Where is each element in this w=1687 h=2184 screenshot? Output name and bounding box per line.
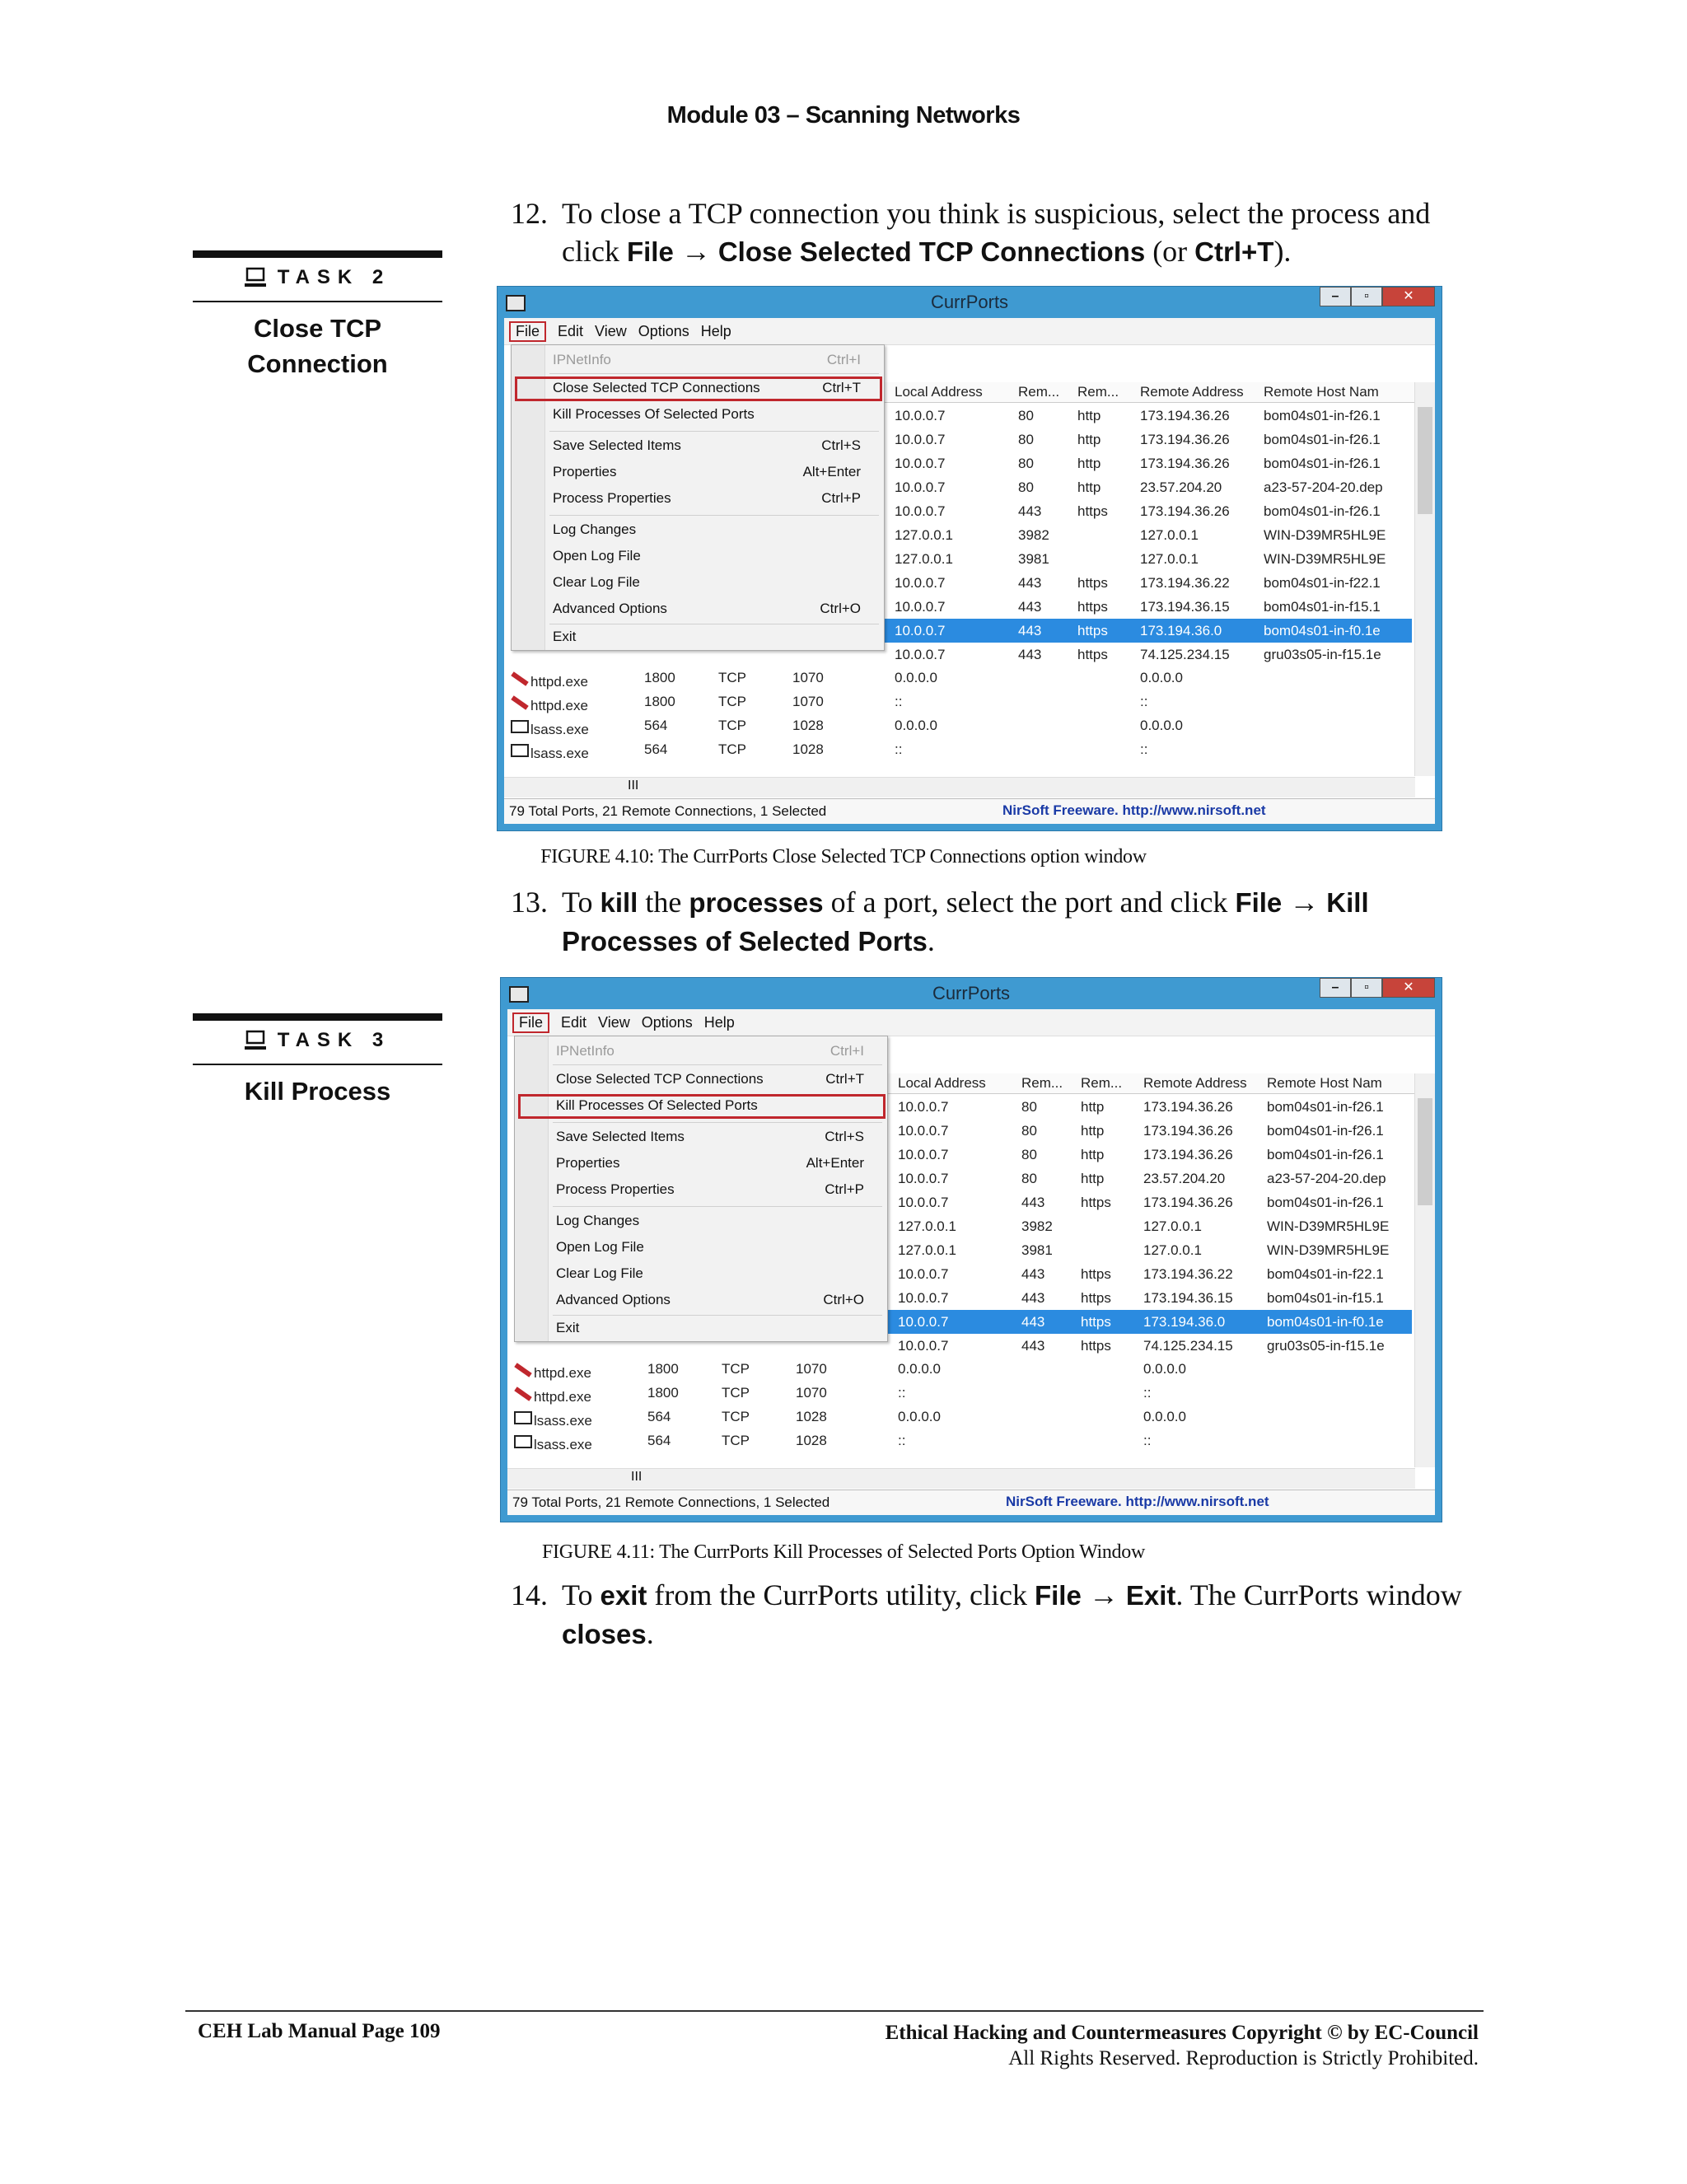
table-row[interactable]: 10.0.0.7 443 https 173.194.36.26 bom04s01-in-f26.1 xyxy=(898,1195,1384,1210)
menu-item-kill-processes[interactable]: Kill Processes Of Selected Ports xyxy=(556,1097,758,1113)
menu-view[interactable]: View xyxy=(598,1013,630,1031)
table-row[interactable]: 127.0.0.1 3981 127.0.0.1 WIN-D39MR5HL9E xyxy=(895,551,1386,567)
menu-item-process-properties[interactable]: Process Properties Ctrl+P xyxy=(553,490,861,506)
menu-item-save-selected[interactable]: Save Selected Items Ctrl+S xyxy=(556,1129,864,1144)
process-icon xyxy=(514,1387,531,1401)
table-row[interactable]: 10.0.0.7 80 http 173.194.36.26 bom04s01-in-f26.1 xyxy=(895,456,1381,471)
footer-copyright: Ethical Hacking and Countermeasures Copyright © by EC-Council All Rights Reserved. Reproduction is Strictly Prohibited. xyxy=(885,2022,1479,2069)
menu-options[interactable]: Options xyxy=(641,1013,693,1031)
menu-item-clear-log[interactable]: Clear Log File xyxy=(556,1265,643,1281)
table-row[interactable]: 10.0.0.7 443 https 173.194.36.22 bom04s01-in-f22.1 xyxy=(895,575,1381,591)
menu-item-log-changes[interactable]: Log Changes xyxy=(556,1213,640,1228)
minimize-button[interactable]: – xyxy=(1320,978,1351,998)
menu-item-clear-log[interactable]: Clear Log File xyxy=(553,574,640,590)
process-icon xyxy=(511,695,528,710)
table-row[interactable]: 127.0.0.1 3982 127.0.0.1 WIN-D39MR5HL9E xyxy=(895,527,1386,543)
status-bar xyxy=(504,798,1435,824)
menu-item-save-selected[interactable]: Save Selected Items Ctrl+S xyxy=(553,437,861,453)
task-divider xyxy=(193,1064,442,1065)
menu-edit[interactable]: Edit xyxy=(561,1013,587,1031)
scrollbar-thumb[interactable] xyxy=(1418,407,1432,514)
window-client xyxy=(507,1009,1435,1515)
file-menu-dropdown xyxy=(514,1036,888,1342)
menu-help[interactable]: Help xyxy=(700,322,731,339)
vertical-scrollbar[interactable] xyxy=(1414,1073,1435,1467)
column-remote-host[interactable]: Remote Host Nam xyxy=(1264,384,1379,400)
task-divider xyxy=(193,301,442,302)
menu-item-open-log[interactable]: Open Log File xyxy=(553,548,641,564)
column-remote-port[interactable]: Rem... xyxy=(1018,384,1060,400)
menu-bar xyxy=(507,1009,1435,1036)
window-process-icon xyxy=(514,1411,532,1424)
nirsoft-link[interactable]: NirSoft Freeware. http://www.nirsoft.net xyxy=(1006,1494,1269,1509)
menu-item-close-tcp[interactable]: Close Selected TCP Connections Ctrl+T xyxy=(553,380,861,395)
window-process-icon xyxy=(511,720,529,733)
task-label: TASK 2 xyxy=(277,266,391,288)
computer-icon xyxy=(245,1030,268,1051)
footer-page-label: CEH Lab Manual Page 109 xyxy=(198,2020,441,2042)
close-button[interactable]: ✕ xyxy=(1382,287,1435,306)
process-icon xyxy=(511,671,528,686)
table-row[interactable]: 10.0.0.7 443 https 173.194.36.15 bom04s01-in-f15.1 xyxy=(898,1290,1384,1306)
computer-icon xyxy=(245,267,268,288)
window-process-icon xyxy=(514,1435,532,1448)
maximize-button[interactable]: ▫ xyxy=(1351,978,1382,998)
step-14: 14. To exit from the CurrPorts utility, click File → Exit. The CurrPorts window closes. xyxy=(511,1578,1462,1650)
menu-item-advanced-options[interactable]: Advanced Options Ctrl+O xyxy=(556,1292,864,1307)
task-title: Kill Process xyxy=(244,1077,391,1106)
status-summary: 79 Total Ports, 21 Remote Connections, 1 Selected xyxy=(512,1494,830,1510)
table-row[interactable]: lsass.exe 564 TCP 1028 0.0.0.0 0.0.0.0 xyxy=(504,713,1412,737)
table-row[interactable]: 10.0.0.7 80 http 173.194.36.26 bom04s01-in-f26.1 xyxy=(898,1099,1384,1115)
menu-options[interactable]: Options xyxy=(638,322,689,339)
column-remote-port-name[interactable]: Rem... xyxy=(1081,1075,1123,1091)
table-row[interactable]: httpd.exe 1800 TCP 1070 :: :: xyxy=(507,1381,1412,1405)
menu-file[interactable]: File xyxy=(512,1012,549,1033)
task-2-sidebar xyxy=(193,250,442,381)
column-local-address[interactable]: Local Address xyxy=(895,384,983,400)
table-row[interactable]: 10.0.0.7 80 http 173.194.36.26 bom04s01-in-f26.1 xyxy=(898,1147,1384,1162)
table-row[interactable]: 10.0.0.7 80 http 23.57.204.20 a23-57-204-20.dep xyxy=(898,1171,1386,1186)
table-row[interactable]: 10.0.0.7 80 http 173.194.36.26 bom04s01-in-f26.1 xyxy=(898,1123,1384,1139)
table-row[interactable]: 10.0.0.7 443 https 74.125.234.15 gru03s05-in-f15.1e xyxy=(898,1338,1385,1354)
column-remote-address[interactable]: Remote Address xyxy=(1143,1075,1247,1091)
table-row[interactable]: 10.0.0.7 80 http 173.194.36.26 bom04s01-in-f26.1 xyxy=(895,432,1381,447)
minimize-button[interactable]: – xyxy=(1320,287,1351,306)
nirsoft-link[interactable]: NirSoft Freeware. http://www.nirsoft.net xyxy=(1002,802,1266,818)
table-row[interactable]: httpd.exe 1800 TCP 1070 :: :: xyxy=(504,690,1412,713)
table-row-selected[interactable]: 10.0.0.7 443 https 173.194.36.0 bom04s01-in-f0.1e xyxy=(886,1310,1412,1334)
menu-view[interactable]: View xyxy=(595,322,627,339)
task-title: Close TCP Connection xyxy=(247,314,388,378)
task-label: TASK 3 xyxy=(277,1029,391,1051)
column-remote-port[interactable]: Rem... xyxy=(1021,1075,1063,1091)
menu-file[interactable]: File xyxy=(509,321,546,342)
table-row[interactable]: httpd.exe 1800 TCP 1070 0.0.0.0 0.0.0.0 xyxy=(507,1357,1412,1381)
menu-item-properties[interactable]: Properties Alt+Enter xyxy=(553,464,861,479)
menu-item-log-changes[interactable]: Log Changes xyxy=(553,521,637,537)
column-header xyxy=(883,382,1415,403)
menu-item-kill-processes[interactable]: Kill Processes Of Selected Ports xyxy=(553,406,755,422)
currports-window-2 xyxy=(500,977,1442,1522)
menu-item-close-tcp[interactable]: Close Selected TCP Connections Ctrl+T xyxy=(556,1071,864,1087)
column-local-address[interactable]: Local Address xyxy=(898,1075,986,1091)
menu-item-exit[interactable]: Exit xyxy=(553,629,577,644)
column-remote-host[interactable]: Remote Host Nam xyxy=(1267,1075,1382,1091)
menu-item-exit[interactable]: Exit xyxy=(556,1320,580,1335)
table-row[interactable]: lsass.exe 564 TCP 1028 :: :: xyxy=(504,737,1412,761)
menu-item-ipnetinfo[interactable]: IPNetInfo Ctrl+I xyxy=(553,352,861,367)
task-top-bar xyxy=(193,250,442,258)
step-12: 12. To close a TCP connection you think is suspicious, select the process and click File → Close Selected TCP Connections (or Ctrl+T). xyxy=(511,197,1431,268)
status-summary: 79 Total Ports, 21 Remote Connections, 1 Selected xyxy=(509,803,827,819)
horizontal-scrollbar[interactable]: III xyxy=(507,1468,1415,1489)
menu-bar xyxy=(504,318,1435,345)
status-bar xyxy=(507,1490,1435,1515)
currports-window-1 xyxy=(497,286,1442,831)
table-row[interactable]: 10.0.0.7 443 https 74.125.234.15 gru03s05-in-f15.1e xyxy=(895,647,1381,662)
table-row[interactable]: 10.0.0.7 443 https 173.194.36.15 bom04s01-in-f15.1 xyxy=(895,599,1381,615)
column-remote-port-name[interactable]: Rem... xyxy=(1077,384,1119,400)
menu-item-properties[interactable]: Properties Alt+Enter xyxy=(556,1155,864,1171)
window-client xyxy=(504,318,1435,824)
table-row[interactable]: lsass.exe 564 TCP 1028 :: :: xyxy=(507,1429,1412,1452)
window-title: CurrPorts xyxy=(930,292,1009,312)
process-icon xyxy=(514,1363,531,1377)
footer-divider xyxy=(185,2010,1484,2012)
horizontal-scrollbar[interactable]: III xyxy=(504,777,1415,797)
scrollbar-thumb[interactable] xyxy=(1418,1098,1432,1205)
window-process-icon xyxy=(511,744,529,757)
table-row-selected[interactable]: 10.0.0.7 443 https 173.194.36.0 bom04s01-in-f0.1e xyxy=(883,619,1412,643)
table-row[interactable]: 10.0.0.7 443 https 173.194.36.26 bom04s01-in-f26.1 xyxy=(895,503,1381,519)
page-header: Module 03 – Scanning Networks xyxy=(666,102,1021,129)
window-title: CurrPorts xyxy=(932,983,1011,1003)
menu-edit[interactable]: Edit xyxy=(558,322,584,339)
table-row[interactable]: 10.0.0.7 443 https 173.194.36.22 bom04s01-in-f22.1 xyxy=(898,1266,1384,1282)
menu-item-advanced-options[interactable]: Advanced Options Ctrl+O xyxy=(553,601,861,616)
menu-item-open-log[interactable]: Open Log File xyxy=(556,1239,644,1255)
column-header xyxy=(886,1073,1415,1094)
maximize-button[interactable]: ▫ xyxy=(1351,287,1382,306)
step-13: 13. To kill the processes of a port, select the port and click File → Kill Processes of Selected Ports. xyxy=(511,886,1369,957)
menu-item-ipnetinfo[interactable]: IPNetInfo Ctrl+I xyxy=(556,1043,864,1059)
task-3-sidebar xyxy=(193,1013,442,1109)
figure-caption-1: FIGURE 4.10: The CurrPorts Close Selected TCP Connections option window xyxy=(540,846,1147,868)
menu-help[interactable]: Help xyxy=(703,1013,735,1031)
task-top-bar xyxy=(193,1013,442,1021)
table-row[interactable]: lsass.exe 564 TCP 1028 0.0.0.0 0.0.0.0 xyxy=(507,1405,1412,1429)
vertical-scrollbar[interactable] xyxy=(1414,382,1435,776)
table-row[interactable]: 127.0.0.1 3981 127.0.0.1 WIN-D39MR5HL9E xyxy=(898,1242,1390,1258)
column-remote-address[interactable]: Remote Address xyxy=(1140,384,1244,400)
table-row[interactable]: 10.0.0.7 80 http 23.57.204.20 a23-57-204-20.dep xyxy=(895,479,1383,495)
figure-caption-2: FIGURE 4.11: The CurrPorts Kill Processes of Selected Ports Option Window xyxy=(542,1541,1145,1563)
table-row[interactable]: 127.0.0.1 3982 127.0.0.1 WIN-D39MR5HL9E xyxy=(898,1218,1390,1234)
close-button[interactable]: ✕ xyxy=(1382,978,1435,998)
file-menu-dropdown xyxy=(511,344,885,651)
menu-item-process-properties[interactable]: Process Properties Ctrl+P xyxy=(556,1181,864,1197)
table-row[interactable]: 10.0.0.7 80 http 173.194.36.26 bom04s01-in-f26.1 xyxy=(895,408,1381,423)
table-row[interactable]: httpd.exe 1800 TCP 1070 0.0.0.0 0.0.0.0 xyxy=(504,666,1412,690)
